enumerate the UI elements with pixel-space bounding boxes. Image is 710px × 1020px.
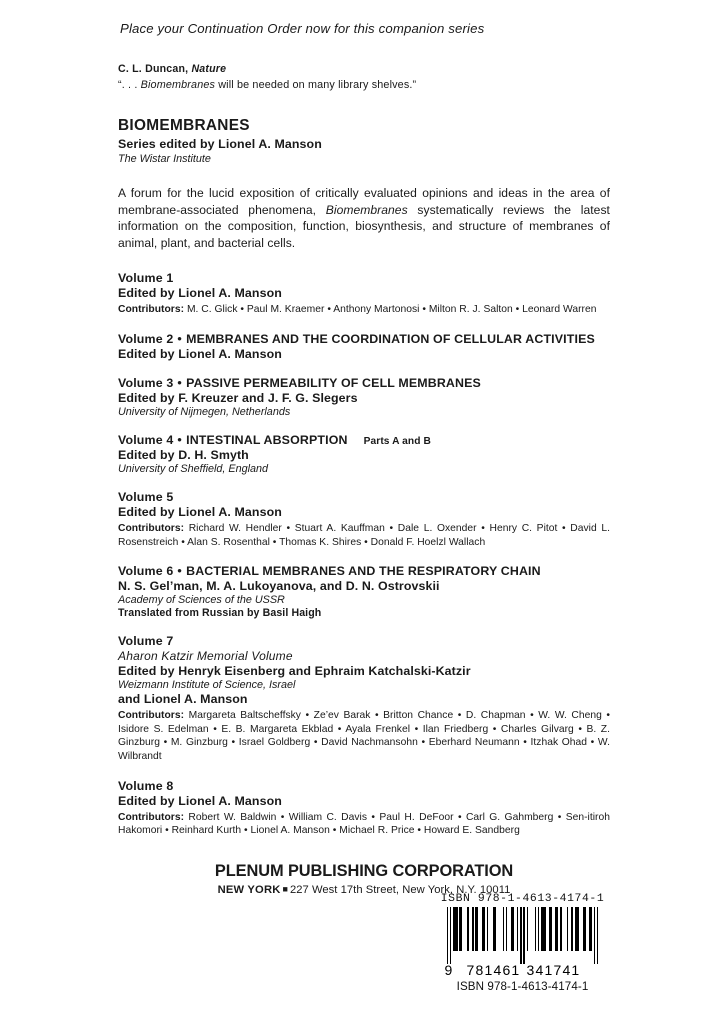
volume-number: Volume 6: [118, 564, 174, 579]
square-bullet-icon: ■: [282, 883, 289, 894]
volume-editor-secondary: and Lionel A. Manson: [118, 692, 248, 707]
series-title: BIOMEMBRANES: [118, 117, 250, 134]
barcode-bar: [493, 907, 496, 951]
volume-heading: [118, 779, 610, 793]
barcode-bar: [555, 907, 558, 951]
volume-authors: N. S. Gel’man, M. A. Lukoyanova, and D. N. Ostrovskii: [118, 579, 440, 594]
volume-spacer: [118, 317, 610, 332]
volume-translation-note: Translated from Russian by Basil Haigh: [118, 607, 322, 620]
blurb-source-line: [118, 63, 610, 75]
volume-entry: [118, 376, 610, 418]
isbn-text-above-barcode: ISBN 978-1-4613-4174-1: [440, 893, 605, 905]
volume-editor: Edited by Lionel A. Manson: [118, 793, 282, 808]
volume-spacer: [118, 418, 610, 433]
volume-contributors: [118, 709, 610, 763]
volume-entry: [118, 490, 610, 549]
volume-bullet: •: [173, 432, 187, 447]
barcode-lead-digit: 9: [444, 962, 454, 978]
barcode-digit-row: [444, 962, 599, 978]
volume-contributors: [118, 522, 610, 549]
volume-number: Volume 5: [118, 489, 174, 504]
volume-number: Volume 7: [118, 634, 174, 649]
volume-contributors: [118, 303, 610, 317]
isbn-text-below-barcode: ISBN 978-1-4613-4174-1: [456, 980, 589, 993]
volume-spacer: [118, 549, 610, 564]
volume-spacer: [118, 361, 610, 376]
barcode-left-group-digits: 781461: [466, 962, 521, 978]
barcode-bar: [538, 907, 539, 951]
volume-editor: Edited by Lionel A. Manson: [118, 346, 282, 361]
barcode-bar: [447, 907, 448, 964]
volume-spacer: [118, 764, 610, 779]
barcode-bar: [594, 907, 595, 964]
barcode-bar: [523, 907, 524, 964]
barcode-bar: [575, 907, 580, 951]
volume-number: Volume 8: [118, 778, 174, 793]
description-part-one: A forum for the lucid exposition of critically evaluated opinions and ideas in the area of membrane-associated phenomena,: [118, 186, 610, 217]
volume-editor: Edited by Henryk Eisenberg and Ephraim Katchalski-Katzir: [118, 664, 471, 679]
contributors-label: Contributors:: [118, 522, 185, 534]
isbn-barcode-block: [440, 893, 605, 993]
continuation-order-promo: Place your Continuation Order now for this companion series: [120, 21, 485, 36]
barcode-bar: [459, 907, 462, 951]
volume-spacer: [118, 619, 610, 634]
contributors-label: Contributors:: [118, 811, 185, 823]
barcode-bar: [472, 907, 473, 951]
volume-editor-affiliation: Weizmann Institute of Science, Israel: [118, 679, 296, 692]
barcode-bar: [597, 907, 598, 964]
volume-editor: Edited by D. H. Smyth: [118, 447, 249, 462]
description-part-two: systematically reviews the latest information on the composition, function, biosynthesis, and structure of membranes of animal, plant, and bacterial cells.: [118, 202, 610, 250]
volume-bullet: •: [173, 564, 187, 579]
volume-number: Volume 3: [118, 375, 174, 390]
volume-editor: Edited by Lionel A. Manson: [118, 504, 282, 519]
volume-heading: [118, 271, 610, 285]
volume-list: [118, 271, 610, 837]
barcode-bar: [520, 907, 521, 964]
volume-entry: [118, 634, 610, 763]
publisher-imprint: [118, 862, 610, 896]
barcode-bar: [506, 907, 507, 951]
volume-entry: [118, 433, 610, 475]
publisher-city: NEW YORK: [217, 883, 281, 896]
barcode-bar: [527, 907, 528, 951]
blurb-quote-italic-term: Biomembranes: [140, 79, 216, 91]
volume-contributors: [118, 811, 610, 838]
series-description: [118, 185, 610, 251]
barcode-bar: [541, 907, 546, 951]
series-editor-affiliation: The Wistar Institute: [118, 153, 211, 165]
volume-entry: [118, 779, 610, 838]
volume-title: MEMBRANES AND THE COORDINATION OF CELLULAR ACTIVITIES: [186, 331, 595, 346]
series-heading-block: [118, 117, 610, 165]
volume-editor-affiliation: University of Sheffield, England: [118, 462, 269, 475]
volume-title: INTESTINAL ABSORPTION: [186, 432, 348, 447]
blurb-quote-open: “. . .: [118, 79, 138, 91]
blurb-quote-line: [118, 79, 610, 91]
volume-heading: [118, 634, 610, 648]
barcode-bar: [535, 907, 536, 951]
barcode-bar: [589, 907, 592, 951]
barcode-bar: [517, 907, 518, 951]
volume-bullet: •: [173, 331, 187, 346]
blurb-source-publication: Nature: [191, 63, 227, 75]
volume-entry: [118, 332, 610, 361]
contributors-label: Contributors:: [118, 304, 185, 316]
ean13-barcode-image: [447, 907, 599, 964]
barcode-bar: [567, 907, 568, 951]
barcode-bar: [453, 907, 458, 951]
volume-title: PASSIVE PERMEABILITY OF CELL MEMBRANES: [186, 375, 481, 390]
barcode-bar: [475, 907, 478, 951]
barcode-bar: [503, 907, 504, 951]
publisher-street-address: 227 West 17th Street, New York, N.Y. 10011: [290, 883, 511, 896]
cover-content-column: [118, 0, 610, 896]
barcode-bar: [571, 907, 572, 951]
barcode-bar: [511, 907, 514, 951]
contributors-names: Margareta Baltscheffsky • Ze’ev Barak • Britton Chance • D. Chapman • W. W. Cheng • Isidore S. Edelman • E. B. Margareta Ekblad • Ayala Frenkel • Ilan Friedberg • Charles Gilvarg • B. Z. Ginzburg • M. Ginzburg • Israel Goldberg • David Nachmansohn • Eberhard Neumann • Itzhak Ohad • W. Wilbrandt: [118, 710, 611, 762]
volume-heading: [118, 376, 610, 390]
publisher-name: PLENUM PUBLISHING CORPORATION: [214, 861, 514, 880]
volume-heading: [118, 564, 610, 578]
description-italic-term: Biomembranes: [325, 202, 408, 217]
blurb-source-name: C. L. Duncan,: [118, 63, 189, 75]
volume-editor: Edited by Lionel A. Manson: [118, 286, 282, 301]
volume-parts-label: Parts A and B: [363, 435, 431, 447]
barcode-bar: [467, 907, 468, 951]
volume-entry: [118, 564, 610, 619]
volume-subtitle: Aharon Katzir Memorial Volume: [118, 649, 293, 664]
volume-number: Volume 4: [118, 432, 174, 447]
volume-number: Volume 2: [118, 331, 174, 346]
volume-spacer: [118, 475, 610, 490]
volume-editor-affiliation: Academy of Sciences of the USSR: [118, 594, 285, 607]
barcode-bar: [583, 907, 586, 951]
barcode-bar: [560, 907, 561, 951]
contributors-names: Robert W. Baldwin • William C. Davis • Paul H. DeFoor • Carl G. Gahmberg • Sen-itiroh Hakomori • Reinhard Kurth • Lionel A. Manson • Michael R. Price • Howard E. Sandberg: [118, 811, 610, 837]
volume-bullet: •: [173, 375, 187, 390]
series-editor: Series edited by Lionel A. Manson: [118, 137, 322, 151]
contributors-label: Contributors:: [118, 710, 185, 722]
review-blurb: [118, 63, 610, 91]
blurb-quote-rest: will be needed on many library shelves.”: [218, 79, 417, 91]
volume-number: Volume 1: [118, 271, 174, 286]
contributors-names: Richard W. Hendler • Stuart A. Kauffman • Dale L. Oxender • Henry C. Pitot • David L. Rosenstreich • Alan S. Rosenthal • Thomas K. Shires • Donald F. Hoelzl Wallach: [118, 522, 610, 548]
volume-entry: [118, 271, 610, 317]
barcode-bar: [482, 907, 485, 951]
volume-heading: [118, 433, 610, 447]
volume-editor: Edited by F. Kreuzer and J. F. G. Slegers: [118, 390, 358, 405]
volume-heading: [118, 490, 610, 504]
barcode-bar: [549, 907, 552, 951]
contributors-names: M. C. Glick • Paul M. Kraemer • Anthony Martonosi • Milton R. J. Salton • Leonard Warren: [186, 304, 597, 316]
volume-editor-affiliation: University of Nijmegen, Netherlands: [118, 405, 291, 418]
volume-heading: [118, 332, 610, 346]
volume-title: BACTERIAL MEMBRANES AND THE RESPIRATORY CHAIN: [186, 564, 541, 579]
barcode-right-group-digits: 341741: [526, 962, 581, 978]
barcode-bar: [450, 907, 451, 964]
barcode-bar: [487, 907, 488, 951]
